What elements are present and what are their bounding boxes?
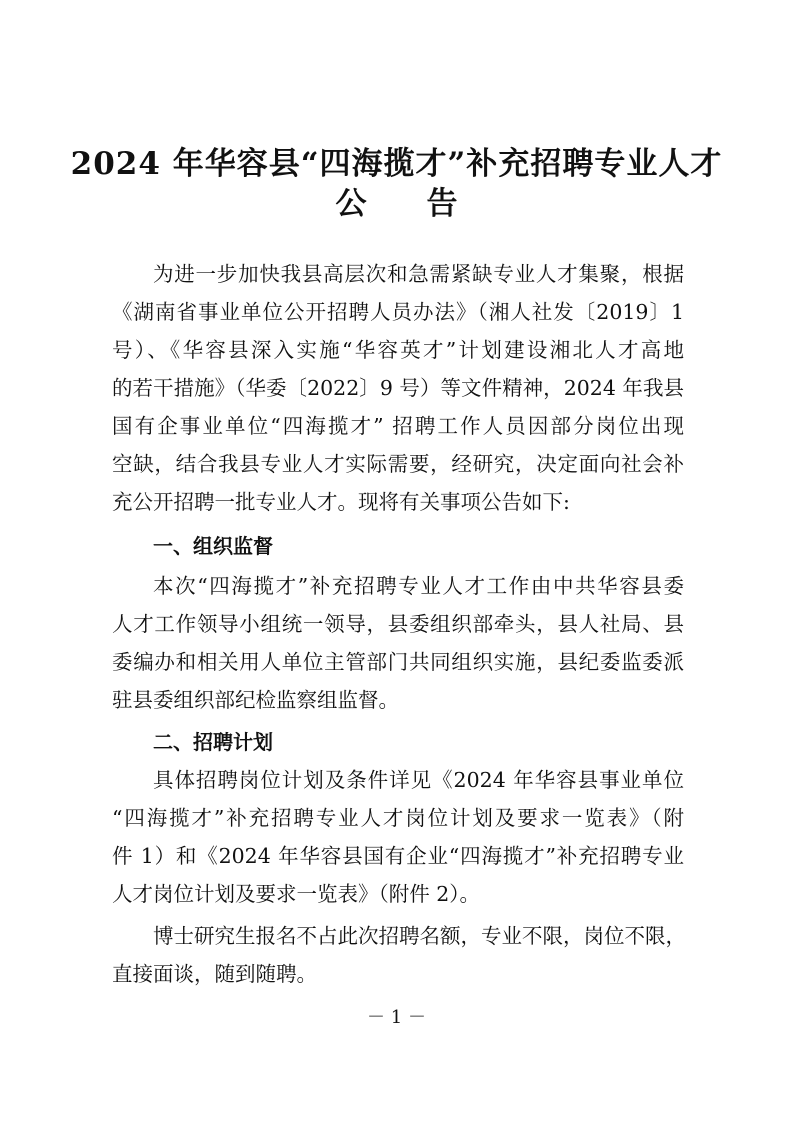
document-title-announcement: 公告 [335, 186, 518, 222]
section1-line: 本次“四海揽才”补充招聘专业人才工作由中共华容县委 [153, 574, 684, 598]
intro-line: 国有企事业单位“四海揽才” 招聘工作人员因部分岗位出现 [112, 414, 684, 438]
section2-line: 人才岗位计划及要求一览表》（附件 2）。 [112, 882, 481, 906]
intro-line: 《湖南省事业单位公开招聘人员办法》（湘人社发〔2019〕1 [112, 300, 684, 324]
section1-line: 人才工作领导小组统一领导，县委组织部牵头，县人社局、县 [112, 612, 684, 636]
section2-para2-line: 博士研究生报名不占此次招聘名额，专业不限，岗位不限， [153, 924, 686, 948]
section2-para2-line: 直接面谈，随到随聘。 [112, 962, 317, 986]
page-number: － 1 － [367, 1007, 426, 1028]
document-title: 2024 年华容县“四海揽才”补充招聘专业人才 [70, 146, 723, 182]
section2-line: 件 1）和《2024 年华容县国有企业“四海揽才”补充招聘专业 [112, 844, 684, 868]
section2-line: “四海揽才”补充招聘专业人才岗位计划及要求一览表》（附 [112, 806, 684, 830]
section2-line: 具体招聘岗位计划及条件详见《2024 年华容县事业单位 [153, 768, 684, 792]
intro-line: 号）、《华容县深入实施“华容英才”计划建设湘北人才高地 [112, 338, 684, 362]
intro-line: 的若干措施》（华委〔2022〕9 号）等文件精神，2024 年我县 [112, 376, 684, 400]
section1-line: 驻县委组织部纪检监察组监督。 [112, 688, 399, 712]
intro-line: 空缺，结合我县专业人才实际需要，经研究，决定面向社会补 [112, 452, 684, 476]
section-heading-organization: 一、组织监督 [153, 534, 273, 558]
intro-line: 充公开招聘一批专业人才。现将有关事项公告如下: [112, 490, 570, 514]
section-heading-plan: 二、招聘计划 [153, 730, 273, 754]
intro-line: 为进一步加快我县高层次和急需紧缺专业人才集聚，根据 [153, 262, 684, 286]
section1-line: 委编办和相关用人单位主管部门共同组织实施，县纪委监委派 [112, 650, 684, 674]
